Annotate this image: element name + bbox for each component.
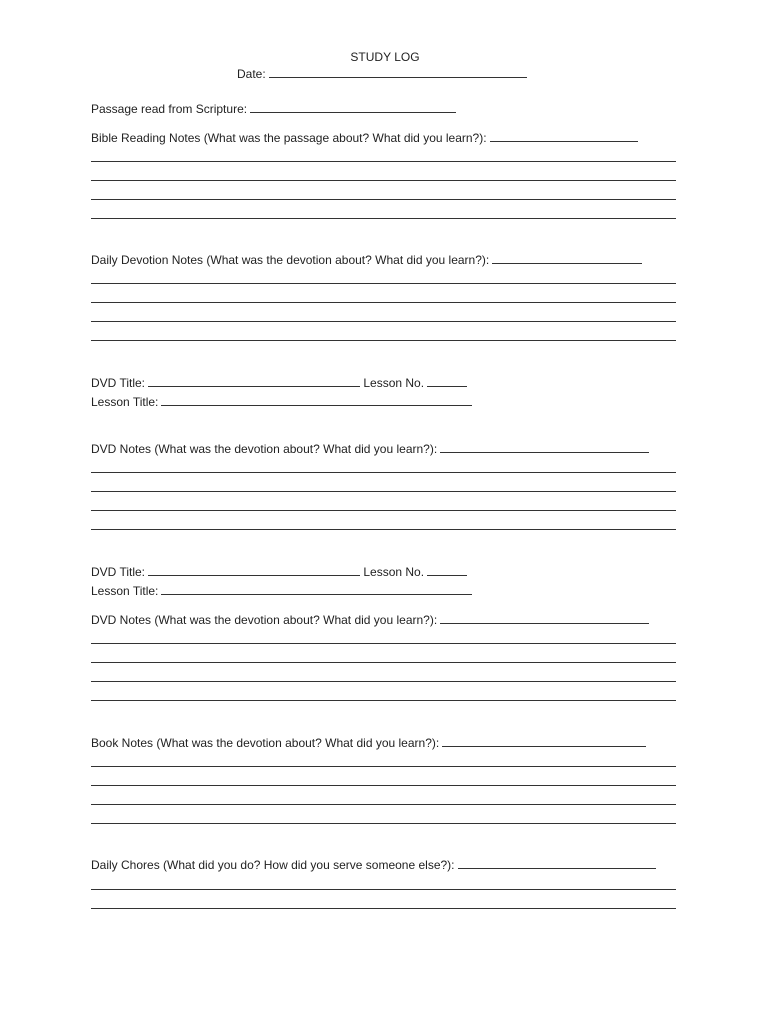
book-notes-line[interactable] xyxy=(91,804,676,805)
bible-notes-label: Bible Reading Notes (What was the passage about? What did you learn?): xyxy=(91,131,487,145)
passage-row xyxy=(91,102,456,116)
dvd2-notes-line[interactable] xyxy=(91,643,676,644)
dvd2-notes-line[interactable] xyxy=(91,700,676,701)
dvd1-notes-field[interactable] xyxy=(440,442,649,453)
bible-notes-field[interactable] xyxy=(490,131,638,142)
chores-label: Daily Chores (What did you do? How did you serve someone else?): xyxy=(91,858,455,872)
devotion-notes-row xyxy=(91,253,642,267)
dvd2-notes-row xyxy=(91,613,649,627)
chores-line[interactable] xyxy=(91,908,676,909)
dvd2-lesson-no-label: Lesson No. xyxy=(363,565,425,579)
dvd1-lesson-title-label: Lesson Title: xyxy=(91,395,159,409)
dvd2-notes-line[interactable] xyxy=(91,662,676,663)
dvd1-title-row xyxy=(91,376,467,390)
dvd1-lesson-title-field[interactable] xyxy=(161,395,472,406)
dvd1-lesson-title-row xyxy=(91,395,472,409)
dvd2-notes-label: DVD Notes (What was the devotion about? What did you learn?): xyxy=(91,613,438,627)
dvd2-title-row xyxy=(91,565,467,579)
bible-notes-row xyxy=(91,131,638,145)
devotion-notes-field[interactable] xyxy=(492,253,642,264)
dvd1-notes-line[interactable] xyxy=(91,491,676,492)
chores-row xyxy=(91,858,656,872)
dvd1-lesson-no-label: Lesson No. xyxy=(363,376,425,390)
dvd2-notes-field[interactable] xyxy=(440,613,649,624)
book-notes-row xyxy=(91,736,646,750)
dvd1-notes-line[interactable] xyxy=(91,529,676,530)
date-field[interactable] xyxy=(269,67,527,78)
dvd1-notes-line[interactable] xyxy=(91,472,676,473)
dvd1-notes-row xyxy=(91,442,649,456)
bible-notes-line[interactable] xyxy=(91,218,676,219)
book-notes-line[interactable] xyxy=(91,823,676,824)
dvd1-title-field[interactable] xyxy=(148,376,360,387)
book-notes-label: Book Notes (What was the devotion about? What did you learn?): xyxy=(91,736,440,750)
dvd2-lesson-title-row xyxy=(91,584,472,598)
passage-field[interactable] xyxy=(250,102,456,113)
date-label: Date: xyxy=(237,67,266,81)
dvd2-lesson-no-field[interactable] xyxy=(427,565,467,576)
devotion-notes-line[interactable] xyxy=(91,302,676,303)
dvd1-lesson-no-field[interactable] xyxy=(427,376,467,387)
bible-notes-line[interactable] xyxy=(91,180,676,181)
passage-label: Passage read from Scripture: xyxy=(91,102,248,116)
dvd1-notes-label: DVD Notes (What was the devotion about? What did you learn?): xyxy=(91,442,438,456)
book-notes-line[interactable] xyxy=(91,766,676,767)
dvd2-title-field[interactable] xyxy=(148,565,360,576)
page-title: STUDY LOG xyxy=(350,50,420,64)
book-notes-field[interactable] xyxy=(442,736,646,747)
date-row xyxy=(237,67,527,81)
bible-notes-line[interactable] xyxy=(91,161,676,162)
devotion-notes-line[interactable] xyxy=(91,283,676,284)
book-notes-line[interactable] xyxy=(91,785,676,786)
devotion-notes-line[interactable] xyxy=(91,340,676,341)
dvd2-lesson-title-field[interactable] xyxy=(161,584,472,595)
dvd2-lesson-title-label: Lesson Title: xyxy=(91,584,159,598)
chores-line[interactable] xyxy=(91,889,676,890)
dvd1-title-label: DVD Title: xyxy=(91,376,146,390)
dvd1-notes-line[interactable] xyxy=(91,510,676,511)
devotion-notes-label: Daily Devotion Notes (What was the devotion about? What did you learn?): xyxy=(91,253,490,267)
dvd2-title-label: DVD Title: xyxy=(91,565,146,579)
chores-field[interactable] xyxy=(458,858,656,869)
devotion-notes-line[interactable] xyxy=(91,321,676,322)
dvd2-notes-line[interactable] xyxy=(91,681,676,682)
bible-notes-line[interactable] xyxy=(91,199,676,200)
